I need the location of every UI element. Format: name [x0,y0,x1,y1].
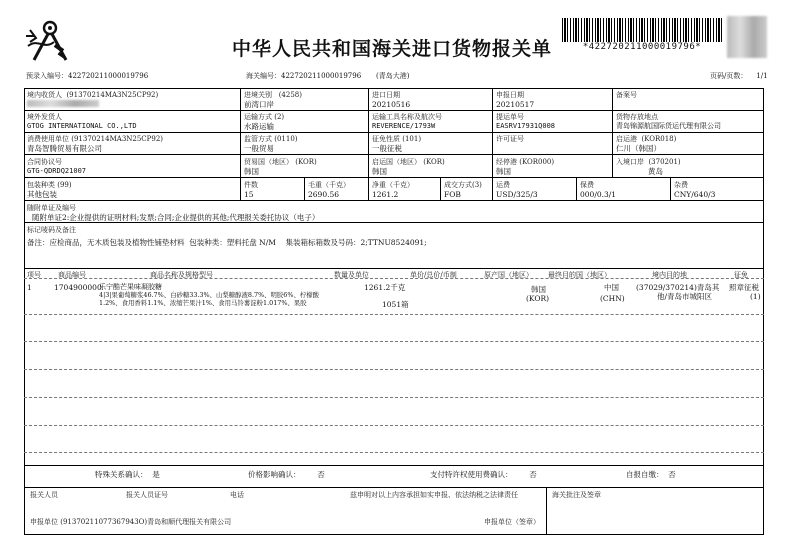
documents: 随附单证2:企业提供的证明材料;发票;合同;企业提供的其他;代理报关委托协议（电子） [32,213,320,222]
customs-emblem-icon [24,16,70,66]
page-count: 页码/页数： 1/1 [710,72,768,80]
transport-label: 运输方式 (2) [244,113,285,121]
departure-port: 仁川（韩国） [616,144,661,153]
record-no-label: 备案号 [616,91,637,99]
declare-date: 20210517 [496,100,535,109]
pre-entry-number: 预录入编号：422720211000019796 [26,72,149,80]
goods-levy-line2: (1) [750,292,761,301]
origin-country: 韩国 [372,167,387,176]
insurance-label: 保费 [580,181,594,189]
goods-col-origin: 原产国（地区） [484,271,533,279]
declare-date-label: 申报日期 [496,91,524,99]
transport: 水路运输 [244,122,274,131]
contract-number: GTG-QDRDQ21007 [27,167,87,175]
deal-label: 成交方式(3) [444,181,482,189]
pieces-label: 件数 [244,181,258,189]
user-company: 青岛智腾贸易有限公司 [27,144,102,153]
pack-type: 其他包装 [27,190,57,199]
form-title: 中华人民共和国海关进口货物报关单 [232,38,553,60]
contract-label: 合同协议号 [27,158,62,166]
goods-col-name: 商品名称及规格型号 [150,271,213,279]
special-relation: 特殊关系确认： 是 [95,470,160,479]
agent-company: 申报单位 (91370211077367943O)青岛和顺代理报关有限公司 [30,518,232,526]
vessel-label: 运输工具名称及航次号 [372,113,442,121]
goods-code: 1704900000 [54,283,102,292]
goods-dest: 中国 [604,283,619,292]
declaration-form [24,88,764,535]
vessel: REVERENCE/1793W [372,122,436,130]
legal-statement: 兹申明对以上内容承担如实申报、依法纳税之法律责任 [350,491,518,499]
deal-mode: FOB [444,190,461,199]
supervision-label: 监管方式 (0110) [244,135,298,143]
goods-qty-legal: 1261.2千克 [364,283,406,292]
goods-district-line2: 他/青岛市城阳区 [657,292,713,301]
goods-col-price: 单价/总价/币制 [410,271,457,279]
remarks: 备注：应检商品，无木质包装及植物性铺垫材料 包装种类：塑料托盘 N/M 集装箱标箱数及号码：2;TTNU8524091; [27,238,427,247]
consignee-name-redacted [27,100,99,107]
stop-port: 韩国 [496,167,511,176]
trade-country: 韩国 [244,167,259,176]
levy-nature: 一般征税 [372,144,402,153]
origin-country-label: 启运国（地区） (KOR) [372,158,445,166]
storage-label: 货物存放地点 [616,113,658,121]
supervision: 一般贸易 [244,144,274,153]
agent-seal-label: 申报单位（签章） [484,518,540,526]
documents-label: 随附单证及编号 [27,204,76,212]
goods-dest-code: (CHN) [600,294,625,303]
import-date-label: 进口日期 [372,91,400,99]
self-declare: 自报自缴： 否 [626,470,676,479]
levy-label: 征免性质 (101) [372,135,422,143]
bl-label: 提运单号 [496,113,524,121]
misc-fee-label: 杂费 [674,181,688,189]
freight-label: 运费 [496,181,510,189]
goods-spec-line1: 4|3|果葡萄糖浆46.7%、白砂糖33.3%、山梨糖醇液8.7%、明胶6%、柠檬酸 [99,291,320,299]
remarks-label: 标记唛码及备注 [27,226,76,234]
shipper-label: 境外发货人 [27,113,62,121]
entry-port: 黄岛 [648,167,663,176]
insurance: 000/0.3/1 [580,190,617,199]
gross-weight-label: 毛重（千克） [308,181,350,189]
entry-office: 前湾口岸 [244,100,274,109]
net-weight-label: 净重（千克） [372,181,414,189]
stop-port-label: 经停港 (KOR000) [496,158,555,166]
departure-port-label: 启运港 (KOR018) [616,135,677,143]
goods-origin: 韩国 [531,285,546,294]
import-date: 20210516 [372,100,411,109]
goods-col-dest: 最终目的国（地区） [548,271,611,279]
customs-number: 海关编号：422720211000019796 [246,72,362,80]
pieces: 15 [244,190,254,199]
license-label: 许可证号 [496,135,524,143]
misc-fee: CNY/640/3 [674,190,716,199]
goods-col-code: 商品编号 [58,271,86,279]
goods-origin-code: (KOR) [526,294,550,303]
net-weight: 1261.2 [372,190,399,199]
freight: USD/325/3 [496,190,538,199]
barcode-text: *422720211000019796* [582,42,702,52]
user-label: 消费使用单位 (91370214MA3N25CP92) [27,135,164,143]
goods-col-qty: 数量及单位 [334,271,369,279]
royalty: 支付特许权使用费确认： 否 [430,470,537,479]
goods-qty-decl: 1051箱 [382,300,409,309]
customs-note-label: 海关批注及签章 [552,491,601,499]
phone-label: 电话 [230,491,244,499]
goods-col-district: 境内目的地 [652,271,687,279]
goods-spec-line2: 1.2%、食用香料1.1%、浓缩芒果汁1%、食用马铃薯淀粉1.017%、果胶 [99,299,307,307]
table-row [24,281,764,311]
shipper: GTOG INTERNATIONAL CO.,LTD [27,122,137,130]
goods-no: 1 [27,283,32,292]
entry-office-label: 进境关别 (4258) [244,91,302,99]
bl-number: EASRV17931Q008 [496,122,556,130]
goods-col-levy: 征免 [734,271,748,279]
goods-name: 乐宁酷芒果味凝胶糖 [99,283,162,291]
declarer-label: 报关人员 [30,491,58,499]
goods-district-line1: (37029/370214)青岛其 [636,283,720,292]
qr-code [727,16,767,58]
goods-levy-line1: 照章征税 [729,283,759,292]
declarer-cert-label: 报关人员证号 [126,491,168,499]
customs-office: (青岛大港) [376,72,410,80]
entry-port-label: 入境口岸 (370201) [616,158,681,166]
barcode [562,18,722,42]
trade-country-label: 贸易国（地区） (KOR) [244,158,317,166]
consignee-field: 境内收货人 (91370214MA3N25CP92) [27,91,159,99]
price-impact: 价格影响确认： 否 [248,470,325,479]
pack-type-label: 包装种类 (99) [27,181,72,189]
storage-place: 青岛锦源航国际货运代理有限公司 [616,122,721,130]
goods-col-no: 项号 [27,271,41,279]
gross-weight: 2690.56 [308,190,340,199]
